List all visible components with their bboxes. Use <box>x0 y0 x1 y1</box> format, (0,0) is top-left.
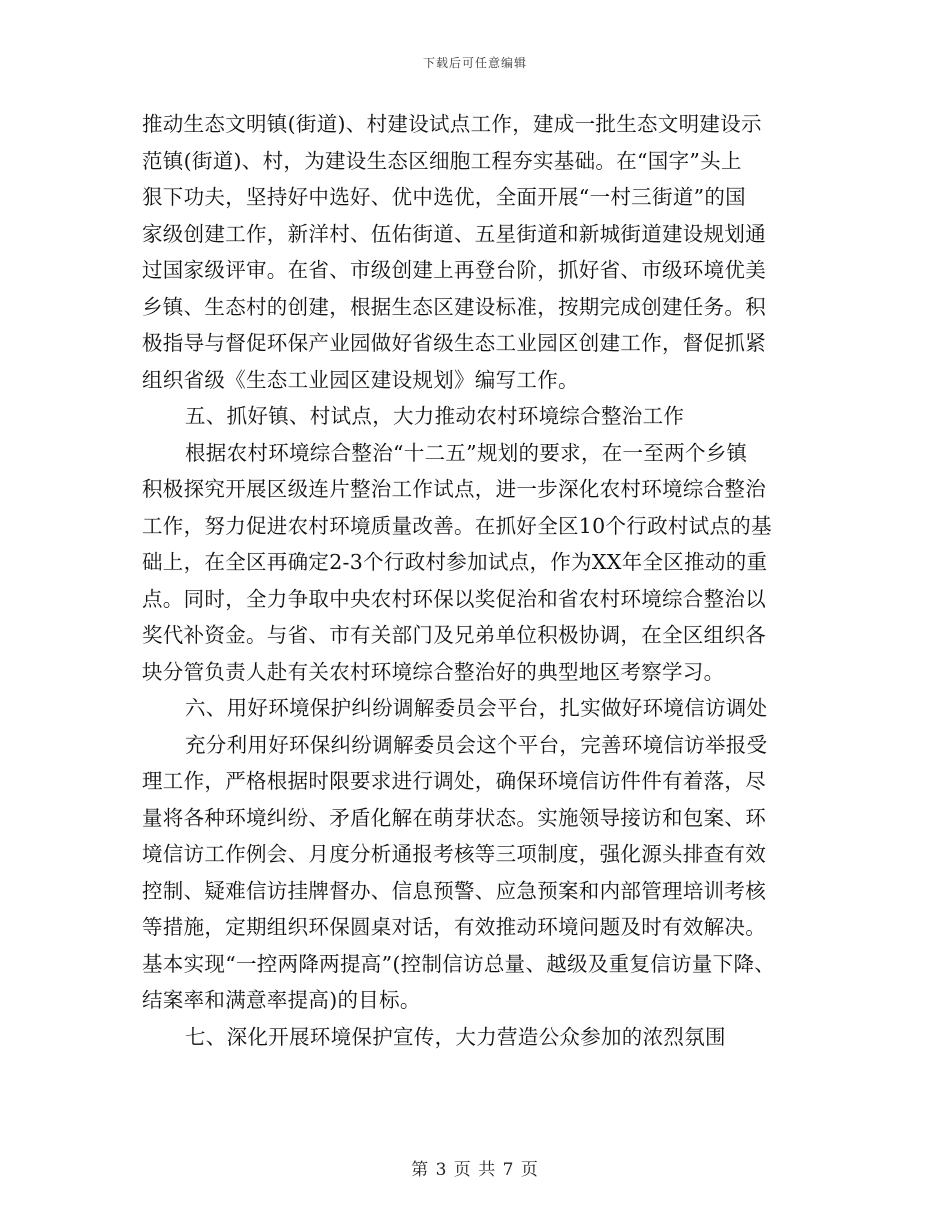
text-line: 境信访工作例会、月度分析通报考核等三项制度，强化源头排查有效 <box>142 842 766 866</box>
text-line: 充分利用好环保纠纷调解委员会这个平台，完善环境信访举报受 <box>185 732 768 757</box>
section-heading: 五、抓好镇、村试点，大力推动农村环境综合整治工作 <box>185 404 685 428</box>
section-heading: 七、深化开展环境保护宣传，大力营造公众参加的浓烈氛围 <box>185 1024 726 1049</box>
text-line: 等措施，定期组织环保圆桌对话，有效推动环境问题及时有效解决。 <box>142 915 766 939</box>
text-line: 块分管负责人赴有关农村环境综合整治好的典型地区考察学习。 <box>142 659 725 684</box>
text-line: 工作，努力促进农村环境质量改善。在抓好全区10个行政村试点的基 <box>142 513 772 538</box>
page-header-note: 下载后可任意编辑 <box>422 56 527 70</box>
text-line: 基本实现“一控两降两提高”(控制信访总量、越级及重复信访量下降、 <box>142 951 776 976</box>
section-heading: 六、用好环境保护纠纷调解委员会平台，扎实做好环境信访调处 <box>185 696 768 720</box>
text-line: 极指导与督促环保产业园做好省级生态工业园区创建工作，督促抓紧 <box>142 331 766 355</box>
page-number: 第 3 页 共 7 页 <box>411 1160 539 1180</box>
document-body <box>142 106 822 1055</box>
text-line: 推动生态文明镇(街道)、村建设试点工作，建成一批生态文明建设示 <box>142 112 762 136</box>
text-line: 理工作，严格根据时限要求进行调处，确保环境信访件件有着落，尽 <box>142 769 766 793</box>
text-line: 范镇(街道)、村，为建设生态区细胞工程夯实基础。在“国字”头上 <box>142 148 742 173</box>
text-line: 奖代补资金。与省、市有关部门及兄弟单位积极协调，在全区组织各 <box>142 623 766 647</box>
text-line: 积极探究开展区级连片整治工作试点，进一步深化农村环境综合整治 <box>142 477 766 501</box>
text-line: 家级创建工作，新洋村、伍佑街道、五星街道和新城街道建设规划通 <box>142 221 766 246</box>
text-line: 过国家级评审。在省、市级创建上再登台阶，抓好省、市级环境优美 <box>142 258 766 282</box>
text-line: 组织省级《生态工业园区建设规划》编写工作。 <box>142 367 579 392</box>
text-line: 点。同时，全力争取中央农村环保以奖促治和省农村环境综合整治以 <box>142 586 766 611</box>
text-line: 乡镇、生态村的创建，根据生态区建设标准，按期完成创建任务。积 <box>142 294 766 319</box>
text-line: 础上，在全区再确定2-3个行政村参加试点，作为XX年全区推动的重 <box>142 550 768 574</box>
text-line: 控制、疑难信访挂牌督办、信息预警、应急预案和内部管理培训考核 <box>142 878 766 903</box>
text-line: 狠下功夫，坚持好中选好、优中选优，全面开展“一村三街道”的国 <box>142 185 746 209</box>
text-line: 根据农村环境综合整治“十二五”规划的要求，在一至两个乡镇 <box>185 440 748 465</box>
text-line: 结案率和满意率提高)的目标。 <box>142 988 421 1012</box>
text-line: 量将各种环境纠纷、矛盾化解在萌芽状态。实施领导接访和包案、环 <box>142 805 766 830</box>
